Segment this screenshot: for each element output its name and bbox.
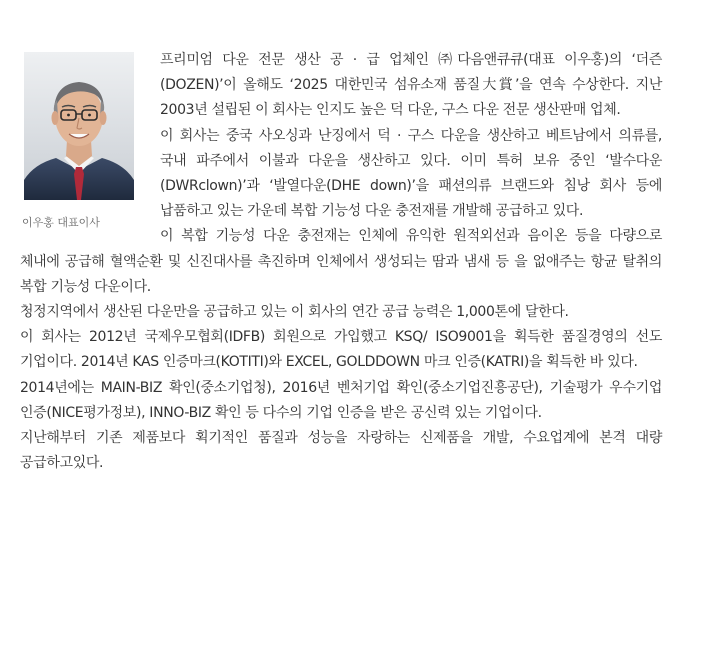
paragraph: 이 복합 기능성 다운 충전재는 인체에 유익한 원적외선과 음이온 등을 다량으로 체내에 공급해 혈액순환 및 신진대사를 촉진하며 인체에서 생성되는 땀과 냄새 등 을 없애주는 항균 탈취의 복합 기능성 다운이다. [20,228,662,295]
paragraph: 지난해부터 기존 제품보다 획기적인 품질과 성능을 자랑하는 신제품을 개발, 수요업계에 본격 대량 공급하고있다. [20,430,662,472]
paragraph: 청정지역에서 생산된 다운만을 공급하고 있는 이 회사의 연간 공급 능력은 1,000톤에 달한다. [20,304,569,321]
article [20,48,662,476]
photo-block [20,48,150,229]
paragraph: 프리미엄 다운 전문 생산 공 · 급 업체인 ㈜다음앤큐큐(대표 이우홍)의 ‘더즌(DOZEN)’이 올해도 ‘2025 대한민국 섬유소재 품질大賞’을 연속 수상한다. 지난 2003년 설립된 이 회사는 인지도 높은 덕 다운, 구스 다운 전문 생산판매 업체. [160,52,662,119]
paragraph: 2014년에는 MAIN-BIZ 확인(중소기업청), 2016년 벤처기업 확인(중소기업진흥공단), 기술평가 우수기업 인증(NICE평가정보), INNO-BIZ 확인 등 다수의 기업 인증을 받은 공신력 있는 기업이다. [20,379,662,421]
ceo-portrait-image [24,52,134,200]
paragraph: 이 회사는 2012년 국제우모협회(IDFB) 회원으로 가입했고 KSQ/ ISO9001을 획득한 품질경영의 선도 기업이다. 2014년 KAS 인증마크(KOTITI)와 EXCEL, GOLDDOWN 마크 인증(KATRI)을 획득한 바 있다. [20,329,662,371]
photo-caption: 이우홍 대표이사 [22,216,100,229]
paragraph: 이 회사는 중국 사오싱과 난징에서 덕 · 구스 다운을 생산하고 베트남에서 의류를, 국내 파주에서 이불과 다운을 생산하고 있다. 이미 특허 보유 중인 ‘발수다운(DWRclown)’과 ‘발열다운(DHE down)’을 패션의류 브랜드와 침낭 회사 등에 납품하고 있는 가운데 복합 기능성 다운 충전재를 개발해 공급하고 있다. [160,127,662,220]
ceo-photo [24,52,134,200]
